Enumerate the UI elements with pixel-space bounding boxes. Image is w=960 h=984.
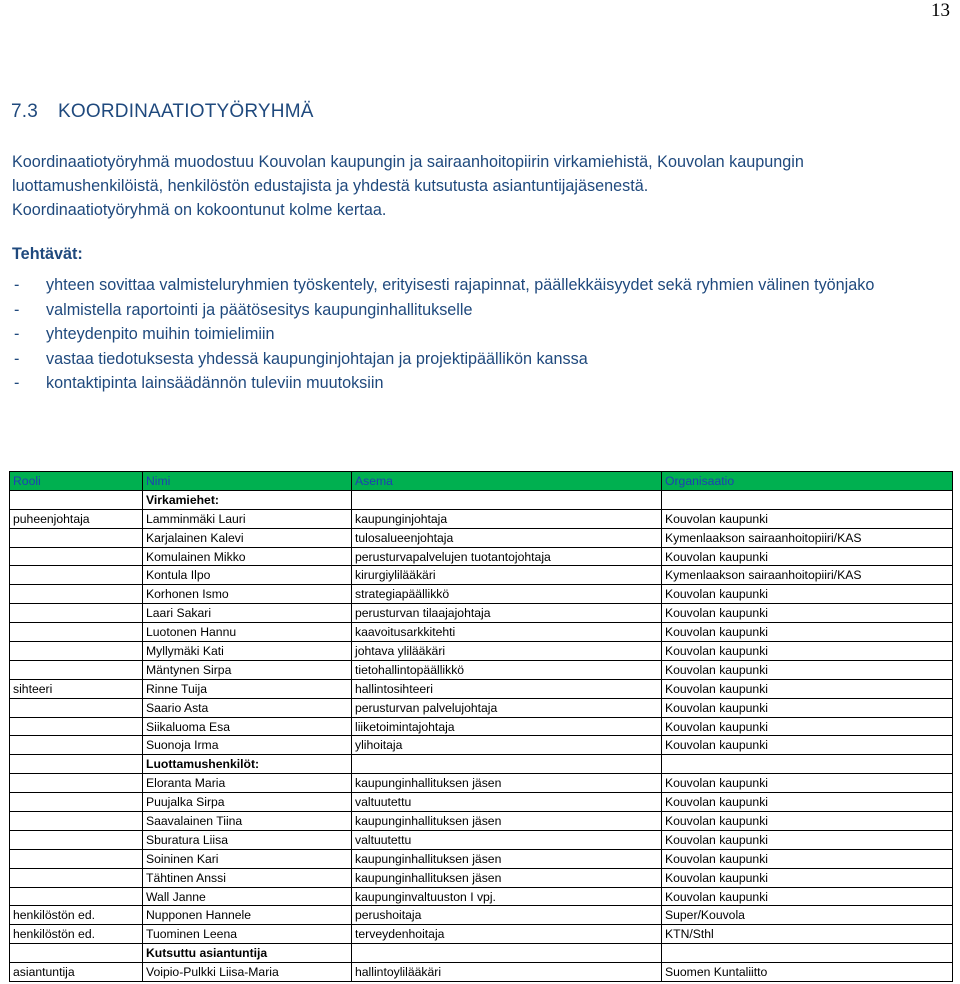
table-group-row	[10, 944, 953, 963]
table-row	[10, 604, 953, 623]
cell-role	[10, 774, 143, 793]
cell-position: kaupunginhallituksen jäsen	[352, 849, 662, 868]
cell-role	[10, 585, 143, 604]
cell-organization: Kouvolan kaupunki	[662, 679, 953, 698]
cell-position: hallintoylilääkäri	[352, 963, 662, 982]
section-title: KOORDINAATIOTYÖRYHMÄ	[58, 101, 314, 122]
task-item: - kontaktipinta lainsäädännön tuleviin muutoksiin	[12, 371, 947, 396]
cell-organization: Kouvolan kaupunki	[662, 774, 953, 793]
cell-position: perushoitaja	[352, 906, 662, 925]
table-row	[10, 925, 953, 944]
table-row	[10, 849, 953, 868]
cell-name: Komulainen Mikko	[143, 547, 352, 566]
cell-role	[10, 604, 143, 623]
cell-position: kaupunginhallituksen jäsen	[352, 774, 662, 793]
cell-organization: Kouvolan kaupunki	[662, 698, 953, 717]
cell-position: kaupunginhallituksen jäsen	[352, 812, 662, 831]
cell-organization: Kouvolan kaupunki	[662, 736, 953, 755]
header-role: Rooli	[10, 472, 143, 491]
table-row	[10, 623, 953, 642]
cell-name: Puujalka Sirpa	[143, 793, 352, 812]
cell-role	[10, 793, 143, 812]
cell-position: kaupunginjohtaja	[352, 509, 662, 528]
cell-name: Voipio-Pulkki Liisa-Maria	[143, 963, 352, 982]
empty-cell	[662, 755, 953, 774]
intro-sentence-2: Koordinaatiotyöryhmä on kokoontunut kolme kertaa.	[12, 201, 387, 219]
table-row	[10, 717, 953, 736]
table-row	[10, 509, 953, 528]
cell-name: Kontula Ilpo	[143, 566, 352, 585]
cell-name: Laari Sakari	[143, 604, 352, 623]
section-number: 7.3	[11, 101, 39, 122]
cell-name: Eloranta Maria	[143, 774, 352, 793]
empty-cell	[10, 944, 143, 963]
header-organization: Organisaatio	[662, 472, 953, 491]
cell-position: kaupunginvaltuuston I vpj.	[352, 887, 662, 906]
cell-organization: Kouvolan kaupunki	[662, 547, 953, 566]
cell-name: Karjalainen Kalevi	[143, 528, 352, 547]
cell-name: Saario Asta	[143, 698, 352, 717]
cell-name: Lamminmäki Lauri	[143, 509, 352, 528]
cell-position: perusturvan tilaajajohtaja	[352, 604, 662, 623]
cell-role	[10, 566, 143, 585]
cell-position: hallintosihteeri	[352, 679, 662, 698]
cell-organization: Kouvolan kaupunki	[662, 509, 953, 528]
cell-organization: Kouvolan kaupunki	[662, 887, 953, 906]
cell-position: perusturvapalvelujen tuotantojohtaja	[352, 547, 662, 566]
table-row	[10, 585, 953, 604]
table-group-row	[10, 755, 953, 774]
empty-cell	[352, 755, 662, 774]
cell-role	[10, 623, 143, 642]
cell-name: Soininen Kari	[143, 849, 352, 868]
table-row	[10, 906, 953, 925]
empty-cell	[352, 944, 662, 963]
cell-organization: Kouvolan kaupunki	[662, 623, 953, 642]
cell-role: henkilöstön ed.	[10, 925, 143, 944]
cell-name: Mäntynen Sirpa	[143, 660, 352, 679]
cell-organization: Kouvolan kaupunki	[662, 868, 953, 887]
table-row	[10, 566, 953, 585]
cell-position: kaupunginhallituksen jäsen	[352, 868, 662, 887]
cell-role	[10, 642, 143, 661]
cell-organization: Kouvolan kaupunki	[662, 812, 953, 831]
cell-name: Luotonen Hannu	[143, 623, 352, 642]
cell-position: strategiapäällikkö	[352, 585, 662, 604]
group-label: Kutsuttu asiantuntija	[143, 944, 352, 963]
cell-organization: Kymenlaakson sairaanhoitopiiri/KAS	[662, 528, 953, 547]
cell-role	[10, 812, 143, 831]
cell-role	[10, 547, 143, 566]
cell-role	[10, 849, 143, 868]
cell-name: Myllymäki Kati	[143, 642, 352, 661]
table-row	[10, 830, 953, 849]
empty-cell	[10, 755, 143, 774]
cell-role: puheenjohtaja	[10, 509, 143, 528]
empty-cell	[10, 490, 143, 509]
cell-role	[10, 660, 143, 679]
table-row	[10, 679, 953, 698]
header-name: Nimi	[143, 472, 352, 491]
cell-name: Rinne Tuija	[143, 679, 352, 698]
cell-position: tietohallintopäällikkö	[352, 660, 662, 679]
cell-role	[10, 736, 143, 755]
cell-organization: Kouvolan kaupunki	[662, 660, 953, 679]
cell-organization: Suomen Kuntaliitto	[662, 963, 953, 982]
table-row	[10, 660, 953, 679]
group-label: Virkamiehet:	[143, 490, 352, 509]
cell-role	[10, 528, 143, 547]
table-row	[10, 963, 953, 982]
header-position: Asema	[352, 472, 662, 491]
cell-position: liiketoimintajohtaja	[352, 717, 662, 736]
cell-name: Nupponen Hannele	[143, 906, 352, 925]
cell-name: Tähtinen Anssi	[143, 868, 352, 887]
cell-role	[10, 717, 143, 736]
cell-organization: KTN/Sthl	[662, 925, 953, 944]
cell-position: perusturvan palvelujohtaja	[352, 698, 662, 717]
empty-cell	[662, 944, 953, 963]
table-row	[10, 812, 953, 831]
intro-paragraph	[12, 150, 952, 222]
section-heading	[11, 101, 314, 123]
cell-name: Siikaluoma Esa	[143, 717, 352, 736]
cell-position: kirurgiylilääkäri	[352, 566, 662, 585]
cell-position: terveydenhoitaja	[352, 925, 662, 944]
table-header-row	[10, 472, 953, 491]
cell-role	[10, 830, 143, 849]
cell-name: Sburatura Liisa	[143, 830, 352, 849]
group-label: Luottamushenkilöt:	[143, 755, 352, 774]
cell-name: Saavalainen Tiina	[143, 812, 352, 831]
cell-organization: Super/Kouvola	[662, 906, 953, 925]
cell-name: Tuominen Leena	[143, 925, 352, 944]
cell-organization: Kouvolan kaupunki	[662, 849, 953, 868]
table-group-row	[10, 490, 953, 509]
table-row	[10, 698, 953, 717]
cell-position: valtuutettu	[352, 830, 662, 849]
cell-name: Suonoja Irma	[143, 736, 352, 755]
cell-role: henkilöstön ed.	[10, 906, 143, 925]
table-row	[10, 736, 953, 755]
table-row	[10, 887, 953, 906]
cell-organization: Kouvolan kaupunki	[662, 717, 953, 736]
cell-position: johtava ylilääkäri	[352, 642, 662, 661]
table-body	[10, 490, 953, 981]
table-row	[10, 642, 953, 661]
task-item: - yhteen sovittaa valmisteluryhmien työskentely, erityisesti rajapinnat, päällekkäisyydet sekä ryhmien välinen työnjako	[12, 273, 947, 298]
cell-position: tulosalueenjohtaja	[352, 528, 662, 547]
cell-name: Wall Janne	[143, 887, 352, 906]
cell-role: sihteeri	[10, 679, 143, 698]
task-item: - yhteydenpito muihin toimielimiin	[12, 322, 947, 347]
empty-cell	[662, 490, 953, 509]
table-row	[10, 868, 953, 887]
cell-organization: Kymenlaakson sairaanhoitopiiri/KAS	[662, 566, 953, 585]
cell-organization: Kouvolan kaupunki	[662, 830, 953, 849]
cell-position: ylihoitaja	[352, 736, 662, 755]
cell-organization: Kouvolan kaupunki	[662, 604, 953, 623]
table-row	[10, 774, 953, 793]
members-table	[9, 471, 953, 982]
tasks-list	[12, 273, 947, 396]
intro-sentence-1: Koordinaatiotyöryhmä muodostuu Kouvolan kaupungin ja sairaanhoitopiirin virkamiehistä, Kouvolan kaupungin luottamushenkilöistä, henkilöstön edustajista ja yhdestä kutsutusta asiantuntijajäsenestä.	[12, 153, 804, 195]
page-number: 13	[931, 0, 950, 21]
cell-role	[10, 698, 143, 717]
table-row	[10, 793, 953, 812]
cell-role	[10, 887, 143, 906]
tasks-title: Tehtävät:	[12, 245, 83, 263]
table-row	[10, 547, 953, 566]
cell-position: kaavoitusarkkitehti	[352, 623, 662, 642]
cell-name: Korhonen Ismo	[143, 585, 352, 604]
task-item: - valmistella raportointi ja päätösesitys kaupunginhallitukselle	[12, 298, 947, 323]
cell-role: asiantuntija	[10, 963, 143, 982]
cell-organization: Kouvolan kaupunki	[662, 793, 953, 812]
table-row	[10, 528, 953, 547]
cell-position: valtuutettu	[352, 793, 662, 812]
task-item: - vastaa tiedotuksesta yhdessä kaupunginjohtajan ja projektipäällikön kanssa	[12, 347, 947, 372]
cell-organization: Kouvolan kaupunki	[662, 642, 953, 661]
cell-role	[10, 868, 143, 887]
cell-organization: Kouvolan kaupunki	[662, 585, 953, 604]
empty-cell	[352, 490, 662, 509]
